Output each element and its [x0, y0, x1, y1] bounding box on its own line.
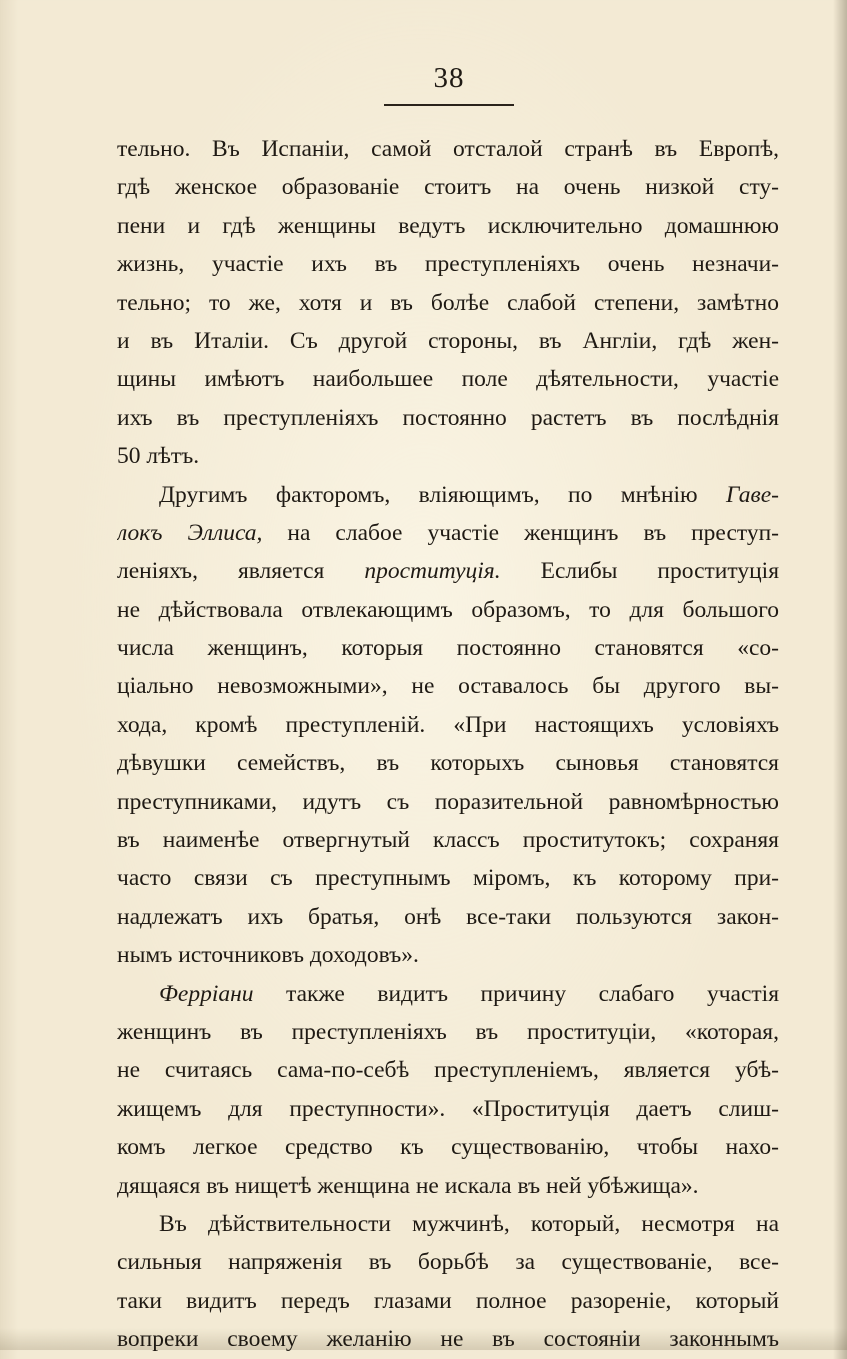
header-rule	[384, 104, 514, 106]
text-line-paragraph-start	[117, 975, 779, 1013]
text-line: дѣвушки семействъ, въ которыхъ сыновья становятся	[117, 750, 779, 777]
text-line-paragraph-end: 50 лѣтъ.	[117, 443, 200, 470]
text-line: не дѣйствовала отвлекающимъ образомъ, то для большого	[117, 596, 779, 623]
page-number: 38	[433, 62, 465, 94]
emphasis-prostitution: проституція.	[364, 558, 501, 585]
text-line: хода, кромѣ преступленій. «При настоящихъ условіяхъ	[117, 711, 779, 738]
text-line: гдѣ женское образованіе стоитъ на очень низкой сту-	[117, 174, 779, 201]
text-line: комъ легкое средство къ существованію, чтобы нахо-	[117, 1134, 779, 1161]
text-line: ихъ въ преступленіяхъ постоянно растетъ въ послѣднія	[117, 404, 779, 431]
author-name-havelock-ellis-cont: локъ Эллиса,	[117, 519, 263, 546]
text-line: преступниками, идутъ съ поразительной равномѣрностью	[117, 788, 779, 815]
text-line: не считаясь сама-по-себѣ преступленіемъ, является убѣ-	[117, 1057, 779, 1084]
text-line-paragraph-end: дящаяся въ нищетѣ женщина не искала въ ней убѣжища».	[117, 1172, 699, 1199]
text-line: ціально невозможными», не оставалось бы другого вы-	[117, 673, 779, 700]
text-segment: на слабое участіе женщинъ въ преступ-	[262, 519, 779, 546]
text-line-paragraph-start	[117, 476, 779, 514]
text-line: тельно. Въ Испаніи, самой отсталой странѣ въ Европѣ,	[117, 136, 779, 162]
text-line: вопреки своему желанію не въ состояніи законнымъ	[117, 1326, 779, 1353]
text-line: тельно; то же, хотя и въ болѣе слабой степени, замѣтно	[117, 289, 779, 316]
text-line: щины имѣютъ наибольшее поле дѣятельности, участіе	[117, 366, 779, 393]
text-segment: леніяхъ, является	[117, 558, 365, 585]
text-line: таки видитъ передъ глазами полное разореніе, который	[117, 1287, 779, 1314]
text-line	[117, 552, 779, 590]
text-line: надлежатъ ихъ братья, онѣ все-таки пользуются закон-	[117, 903, 779, 930]
text-segment: также видитъ причину слабаго участія	[253, 980, 779, 1007]
text-line-paragraph-start: Въ дѣйствительности мужчинѣ, который, несмотря на	[159, 1210, 779, 1237]
text-line: жищемъ для преступности». «Проституція даетъ слиш-	[117, 1095, 779, 1122]
text-line: пени и гдѣ женщины ведутъ исключительно домашнюю	[117, 212, 779, 239]
text-line: часто связи съ преступнымъ міромъ, къ которому при-	[117, 865, 779, 892]
text-line: сильныя напряженія въ борьбѣ за существованіе, все-	[117, 1249, 779, 1276]
author-name-ferriani: Ферріани	[159, 980, 254, 1007]
author-name-havelock-ellis: Гаве-	[726, 481, 779, 508]
text-line: въ наименѣе отвергнутый классъ проститутокъ; сохраняя	[117, 827, 779, 854]
text-segment: Еслибы проституція	[500, 558, 779, 585]
text-line: числа женщинъ, которыя постоянно становятся «со-	[117, 635, 779, 662]
text-line: и въ Италіи. Съ другой стороны, въ Англіи, гдѣ жен-	[117, 327, 779, 354]
body-text	[117, 130, 779, 1359]
text-line: жизнь, участіе ихъ въ преступленіяхъ очень незначи-	[117, 251, 779, 278]
text-line	[117, 514, 779, 552]
text-line: женщинъ въ преступленіяхъ въ проституціи, «которая,	[117, 1018, 779, 1045]
text-line-paragraph-end: нымъ источниковъ доходовъ».	[117, 942, 419, 969]
text-segment: Другимъ факторомъ, вліяющимъ, по мнѣнію	[159, 481, 726, 508]
